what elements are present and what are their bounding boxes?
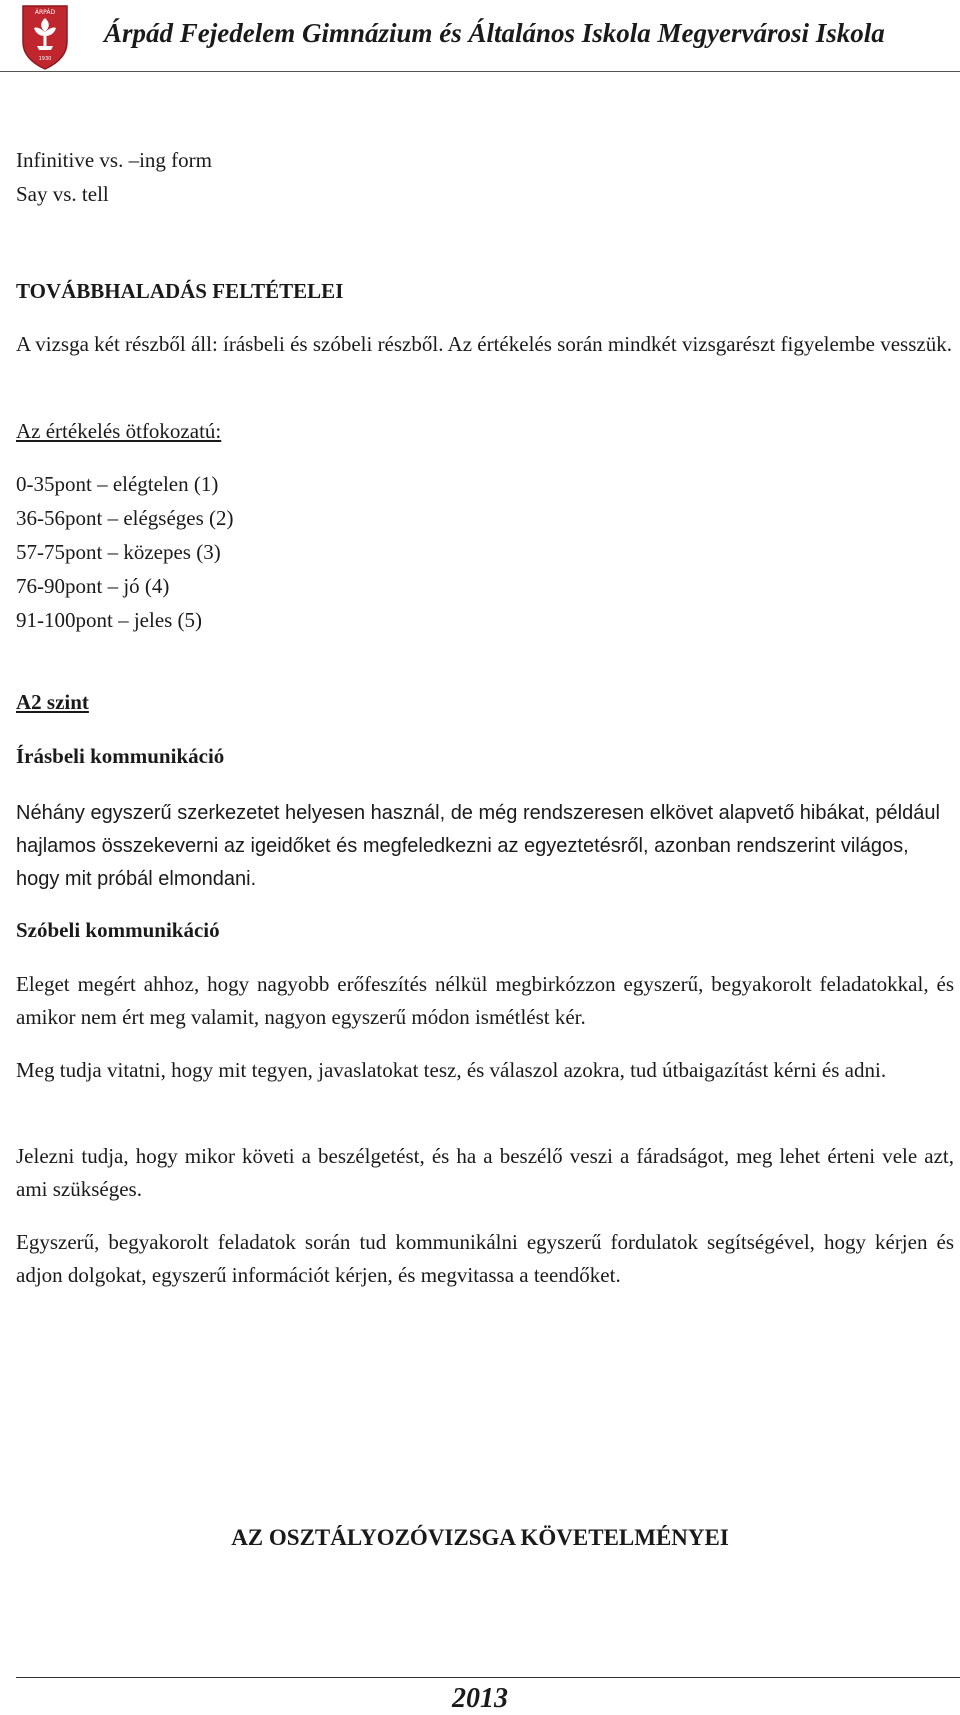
oral-heading: Szóbeli kommunikáció <box>16 918 220 942</box>
progression-heading: TOVÁBBHALADÁS FELTÉTELEI <box>16 279 344 303</box>
school-name: Árpád Fejedelem Gimnázium és Általános Iskola Megyervárosi Iskola <box>104 18 885 48</box>
school-logo <box>20 2 70 70</box>
written-heading: Írásbeli kommunikáció <box>16 744 225 768</box>
grade-2: 36-56pont – elégséges (2) <box>16 506 234 530</box>
logo-text: ÁRPÁD <box>34 9 56 16</box>
topic-infinitive: Infinitive vs. –ing form <box>16 148 212 172</box>
topic-say-tell: Say vs. tell <box>16 182 109 206</box>
grade-5: 91-100pont – jeles (5) <box>16 608 203 632</box>
grading-heading: Az értékelés ötfokozatú: <box>16 419 222 443</box>
footer-year: 2013 <box>452 1683 508 1714</box>
exam-description: A vizsga két részből áll: írásbeli és szóbeli részből. Az értékelés során mindkét vizsgarészt figyelembe vesszük. <box>16 332 952 356</box>
exam-requirements-title: AZ OSZTÁLYOZÓVIZSGA KÖVETELMÉNYEI <box>231 1525 729 1550</box>
grade-3: 57-75pont – közepes (3) <box>16 540 221 564</box>
grade-1: 0-35pont – elégtelen (1) <box>16 472 219 496</box>
level-heading: A2 szint <box>16 690 89 714</box>
oral-paragraph-1: Eleget megért ahhoz, hogy nagyobb erőfeszítés nélkül megbirkózzon egyszerű, begyakorolt feladatokkal, és amikor nem ért meg valamit, nagyon egyszerű módon ismétlést kér. <box>16 972 954 1029</box>
page-header <box>0 0 960 72</box>
grade-4: 76-90pont – jó (4) <box>16 574 170 598</box>
written-description: Néhány egyszerű szerkezetet helyesen használ, de még rendszeresen elkövet alapvető hibákat, például hajlamos összekeverni az igeidőket és megfeledkezni az egyeztetésről, azonban rendszerint világos, hogy mit próbál elmondani. <box>16 802 940 890</box>
logo-year: 1930 <box>38 56 52 62</box>
oral-paragraph-2: Meg tudja vitatni, hogy mit tegyen, javaslatokat tesz, és válaszol azokra, tud útbaigazítást kérni és adni. <box>16 1058 887 1082</box>
footer-divider <box>16 1677 960 1678</box>
oral-paragraph-3: Jelezni tudja, hogy mikor követi a beszélgetést, és ha a beszélő veszi a fáradságot, meg lehet érteni vele azt, ami szükséges. <box>16 1144 954 1201</box>
oral-paragraph-4: Egyszerű, begyakorolt feladatok során tud kommunikálni egyszerű fordulatok segítségével, hogy kérjen és adjon dolgokat, egyszerű információt kérjen, és megvitassa a teendőket. <box>16 1230 954 1287</box>
header-divider <box>0 71 960 72</box>
